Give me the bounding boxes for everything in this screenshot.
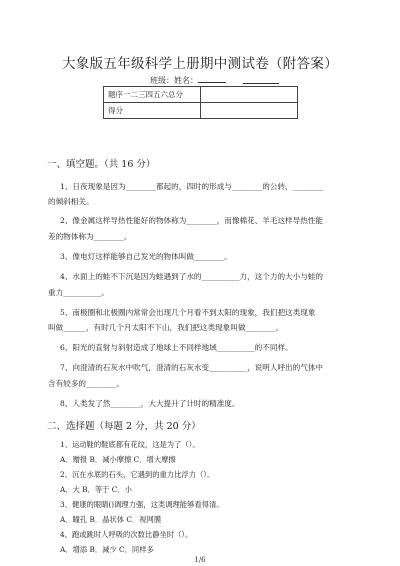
question-line: 2、像金属这样导热性能好的物体称为________，而像棉花、羊毛这样导热性能	[60, 216, 324, 225]
choice-line: A．大 B．等于 C．小	[60, 485, 132, 494]
choice-line: A．瞳孔 B．晶状体 C．视网膜	[60, 515, 162, 524]
score-table	[103, 86, 298, 119]
question-line: 5、南极圈和北极圈内常常会出现几个月看不到太阳的现象，我们把这类现象	[60, 308, 316, 317]
page-number: 1/6	[194, 556, 206, 564]
question-line: 3、像电灯这样能够自己发光的物体叫做________。	[60, 252, 232, 261]
section-1-heading: 一、填空题。（共 16 分）	[47, 159, 156, 170]
score-table-header-cell	[201, 87, 298, 103]
question-line: 7、向澄清的石灰水中吹气，澄清的石灰水变__________，说明人呼出的气体中	[60, 363, 324, 372]
question-line: 1、日夜现象是因为________都起的，四时的形成与________的公转，________	[60, 182, 324, 191]
score-row-cell[interactable]	[201, 103, 298, 119]
question-line: 3、健康的眼睛()调理力强，这类调理能够看得清。	[60, 500, 224, 509]
question-line: 叫做______，有时几个月太阳不下山，我们把这类现象叫做________。	[48, 323, 284, 332]
question-line: 1、运动鞋的鞋底都有花纹，这是为了（）。	[60, 440, 200, 449]
name-blank[interactable]	[198, 74, 226, 83]
score-table-header: 题序一二三四五六总分	[104, 87, 201, 103]
student-info-row	[150, 74, 226, 86]
document-title: 大象版五年级科学上册期中测试卷（附答案）	[62, 56, 338, 72]
class-label: 班级：	[150, 76, 174, 85]
choice-line: A．增添 B．减少 C．同样多	[60, 545, 154, 554]
question-line: 6、阳光的直射与斜射造成了地球上不同样地域__________的不同样。	[60, 343, 293, 352]
extra-blank[interactable]	[243, 74, 279, 84]
question-line: 4、跑或跳时人呼吸的次数比静坐时（）。	[60, 530, 193, 539]
question-line: 含有较多的________。	[48, 379, 124, 388]
question-line: 重力__________。	[48, 288, 109, 297]
question-line: 2、沉在水底的石头，它遇到的重力比浮力（）。	[60, 470, 215, 479]
score-row-label: 得分	[104, 103, 201, 119]
question-line: 8、人类发了然________，大大提升了计时的精准度。	[60, 399, 240, 408]
question-line: 差的物体称为________。	[48, 232, 132, 241]
question-line: 4、水面上的蛙不下沉是因为蛙遇到了水的__________力，这个力的大小与蛙的	[60, 272, 324, 281]
choice-line: A．赠报 B．减小摩擦 C．增大摩擦	[60, 455, 176, 464]
section-2-heading: 二、选择题（每题 2 分，共 20 分）	[47, 421, 201, 432]
name-label: 姓名：	[174, 76, 198, 85]
question-line: 的倾斜相关。	[48, 197, 94, 206]
